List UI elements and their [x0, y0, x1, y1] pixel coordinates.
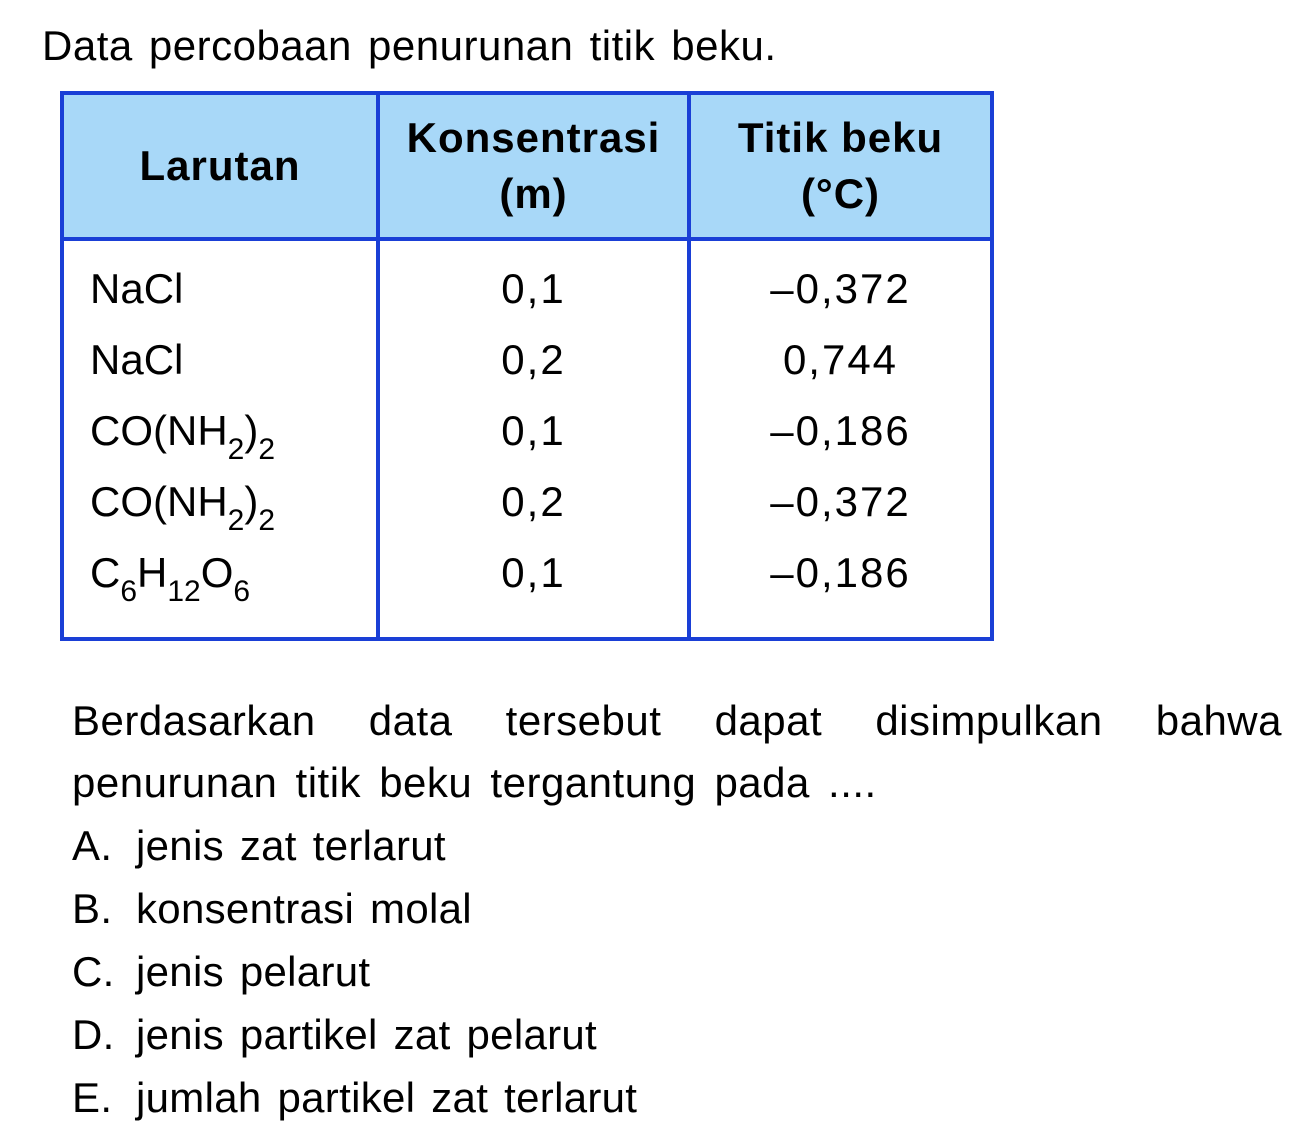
- formula-subscript: 2: [258, 504, 276, 537]
- header-titik-beku: [691, 95, 990, 237]
- option-letter: C.: [72, 948, 115, 995]
- cell-larutan: [90, 395, 275, 467]
- freezing-point-table: [60, 91, 994, 641]
- formula-subscript: 12: [167, 575, 201, 608]
- cell-titik-beku: –0,372: [770, 478, 911, 525]
- option-letter: A.: [72, 822, 113, 869]
- formula-subscript: 6: [120, 575, 138, 608]
- formula-text: C: [90, 549, 121, 596]
- option-e[interactable]: [72, 1066, 637, 1129]
- cell-titik-beku: –0,186: [770, 407, 911, 454]
- table-row: [64, 324, 990, 396]
- option-text: konsentrasi molal: [136, 885, 472, 932]
- header-konsentrasi-unit: (m): [499, 170, 568, 217]
- header-larutan-label: Larutan: [139, 142, 301, 189]
- formula-subscript: 2: [258, 433, 276, 466]
- formula-text: CO(NH: [90, 478, 228, 525]
- formula-text: H: [137, 549, 168, 596]
- cell-titik-beku: –0,186: [770, 549, 911, 596]
- option-c[interactable]: [72, 940, 637, 1003]
- formula-text: ): [244, 407, 259, 454]
- formula-subscript: 2: [227, 504, 245, 537]
- option-text: jenis zat terlarut: [136, 822, 446, 869]
- cell-titik-beku: –0,372: [770, 265, 911, 312]
- option-b[interactable]: [72, 877, 637, 940]
- answer-options: [72, 814, 637, 1129]
- formula-text: NaCl: [90, 336, 184, 383]
- header-konsentrasi: [380, 95, 687, 237]
- option-letter: E.: [72, 1074, 113, 1121]
- cell-larutan: [90, 466, 275, 538]
- header-titik-beku-label: Titik beku: [737, 114, 944, 161]
- option-text: jenis partikel zat pelarut: [136, 1011, 598, 1058]
- formula-text: CO(NH: [90, 407, 228, 454]
- header-konsentrasi-label: Konsentrasi: [406, 114, 661, 161]
- cell-konsentrasi: 0,1: [501, 407, 566, 454]
- option-d[interactable]: [72, 1003, 637, 1066]
- table-row: [64, 253, 990, 325]
- cell-larutan: [90, 324, 183, 396]
- option-text: jumlah partikel zat terlarut: [136, 1074, 638, 1121]
- option-text: jenis pelarut: [136, 948, 371, 995]
- option-a[interactable]: [72, 814, 637, 877]
- question-text: Berdasarkan data tersebut dapat disimpulkan bahwa penurunan titik beku tergantung pada ....: [72, 697, 1282, 806]
- problem-title: Data percobaan penurunan titik beku.: [42, 22, 777, 69]
- header-larutan: [64, 95, 376, 237]
- option-letter: D.: [72, 1011, 115, 1058]
- table-row: [64, 395, 990, 467]
- cell-titik-beku: 0,744: [782, 336, 899, 383]
- formula-text: NaCl: [90, 265, 184, 312]
- cell-konsentrasi: 0,2: [501, 336, 566, 383]
- formula-subscript: 6: [233, 575, 251, 608]
- formula-text: O: [200, 549, 234, 596]
- formula-subscript: 2: [227, 433, 245, 466]
- option-letter: B.: [72, 885, 113, 932]
- formula-text: ): [244, 478, 259, 525]
- header-titik-beku-unit: (°C): [800, 170, 881, 217]
- cell-konsentrasi: 0,1: [501, 265, 566, 312]
- cell-larutan: [90, 537, 250, 609]
- cell-konsentrasi: 0,2: [501, 478, 566, 525]
- table-row: [64, 466, 990, 538]
- table-row: [64, 537, 990, 609]
- cell-larutan: [90, 253, 183, 325]
- cell-konsentrasi: 0,1: [501, 549, 566, 596]
